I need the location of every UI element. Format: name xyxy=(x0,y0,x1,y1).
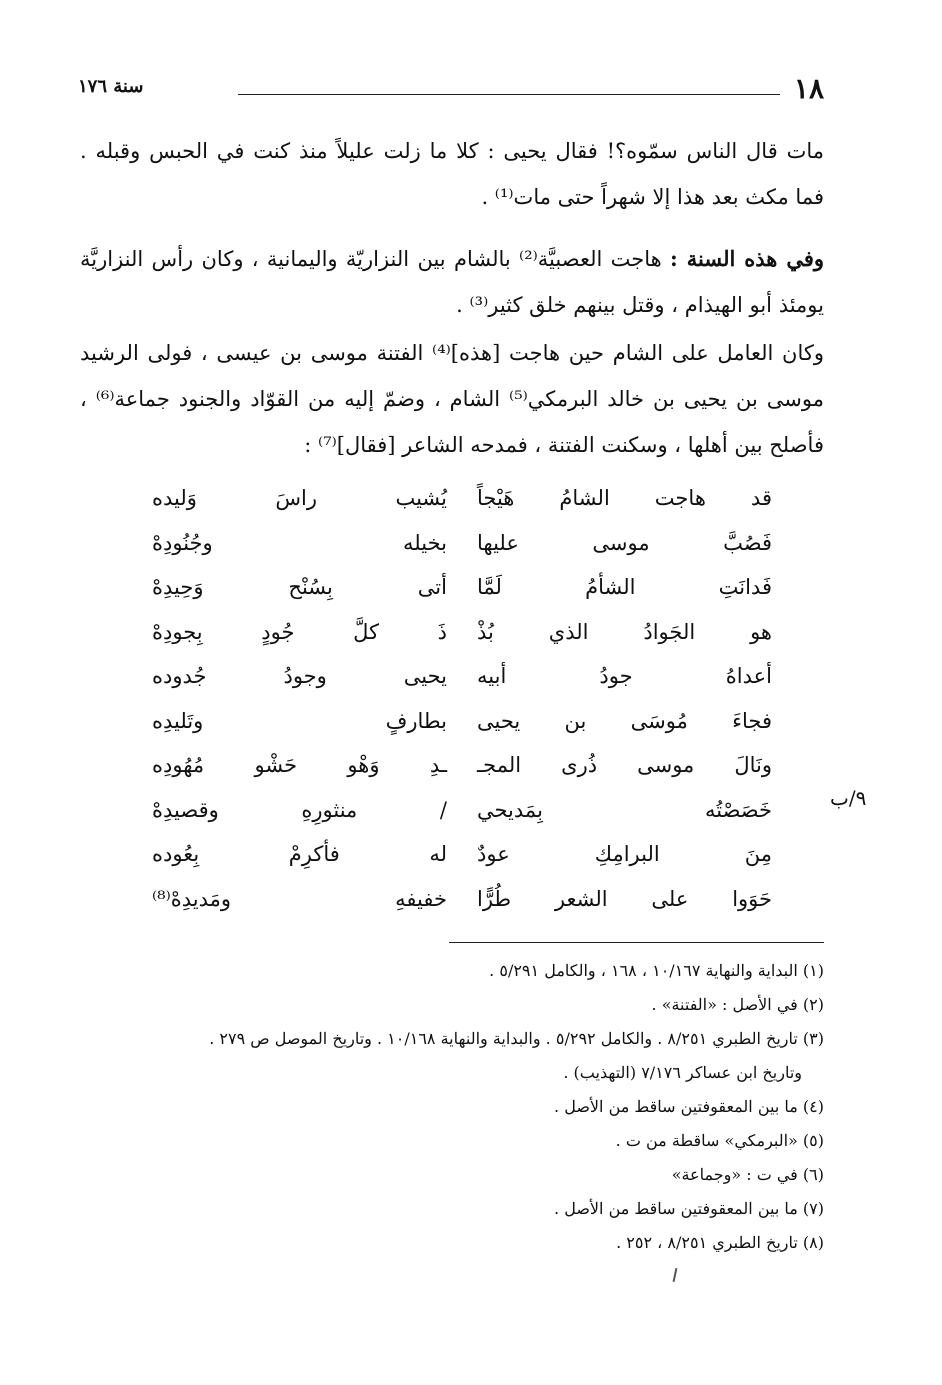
paragraph-2-lead: وفي هذه السنة : xyxy=(670,246,825,271)
verse-first-hemistich: فَدانَتِ الشأمُ لَمَّا xyxy=(477,575,772,600)
verse xyxy=(152,521,772,566)
verse-first-hemistich: قد هاجت الشامُ هَيْجاً xyxy=(477,486,772,511)
footnote: (٥) «البرمكي» ساقطة من ت . xyxy=(615,1131,824,1150)
verse-second-hemistich: ذَ كلَّ جُودٍ بِجودِهْ xyxy=(152,619,447,644)
footnote: (٨) تاريخ الطبري ٨/٢٥١ ، ٢٥٢ . xyxy=(616,1233,824,1252)
verse xyxy=(152,832,772,877)
verse xyxy=(152,565,772,610)
paragraph-3-text: وكان العامل على الشام حين هاجت [هذه]⁽⁴⁾ الفتنة موسى بن عيسى ، فولى الرشيد موسى بن يحيى بن خالد البرمكي⁽⁵⁾ الشام ، وضمّ إليه من القوّاد والجنود جماعة⁽⁶⁾ ، فأصلح بين أهلها ، وسكنت الفتنة ، فمدحه الشاعر [فقال]⁽⁷⁾ : xyxy=(80,341,824,457)
verse-first-hemistich: أعداهُ جودُ أبيه xyxy=(477,664,772,689)
verse-second-hemistich: يحيى وجودُ جُدوده xyxy=(152,664,447,689)
paragraph-2-text: هاجت العصبيَّة⁽²⁾ بالشام بين النزاريّة واليمانية ، وكان رأس النزاريَّة يومئذ أبو الهيذام ، وقتل بينهم خلق كثير⁽³⁾ . xyxy=(80,247,824,317)
footnote: (٧) ما بين المعقوفتين ساقط من الأصل . xyxy=(554,1199,824,1218)
year-label: سنة ١٧٦ xyxy=(78,76,144,97)
verse-first-hemistich: هو الجَوادُ الذي بُذْ xyxy=(477,619,772,644)
footnote-continuation: وتاريخ ابن عساكر ٧/١٧٦ (التهذيب) . xyxy=(563,1063,802,1082)
running-header xyxy=(78,72,824,104)
verse-first-hemistich: فَصُبَّ موسى عليها xyxy=(477,530,772,555)
verse-first-hemistich: حَوَوا على الشعر طُرًّا xyxy=(477,886,772,911)
verse xyxy=(152,743,772,788)
footnote: (٦) في ت : «وجماعة» xyxy=(671,1165,824,1184)
paragraph-2 xyxy=(80,236,824,328)
paragraph-1-text: مات قال الناس سمّوه؟! فقال يحيى : كلا ما زلت عليلاً منذ كنت في الحبس وقبله . فما مكث بعد هذا إلا شهراً حتى مات⁽¹⁾ . xyxy=(80,139,824,209)
footnote: (١) البداية والنهاية ١٠/١٦٧ ، ١٦٨ ، والكامل ٥/٢٩١ . xyxy=(489,961,824,980)
verse xyxy=(152,654,772,699)
paragraph-3 xyxy=(80,330,824,468)
header-rule xyxy=(238,94,780,95)
verse xyxy=(152,788,772,833)
verse-second-hemistich: له فأكرِمْ بِعُوده xyxy=(152,842,447,867)
paragraph-1 xyxy=(80,128,824,220)
manuscript-folio-reference: ٩/ب xyxy=(830,786,867,810)
footnote: (٢) في الأصل : «الفتنة» . xyxy=(651,995,824,1014)
verse-second-hemistich: ـدِ وَهْو حَشْو مُهُودِه xyxy=(152,753,447,778)
verse-second-hemistich: بطارفٍ وتَليدِه xyxy=(152,708,447,733)
stray-pen-mark xyxy=(673,1268,678,1282)
verse-second-hemistich: بخيله وجُنُودِهْ xyxy=(152,530,447,555)
verse-second-hemistich: / منثورِهِ وقصيدِهْ xyxy=(152,797,447,822)
verse-second-hemistich: خفيفهِ ومَديدِهْ⁽⁸⁾ xyxy=(152,886,447,911)
verse xyxy=(152,610,772,655)
verse xyxy=(152,476,772,521)
footnote: (٤) ما بين المعقوفتين ساقط من الأصل . xyxy=(554,1097,824,1116)
verse xyxy=(152,877,772,922)
verse-first-hemistich: مِنَ البرامِكِ عودٌ xyxy=(477,842,772,867)
footnote-separator xyxy=(449,942,824,943)
verse-second-hemistich: يُشيب راسَ وَليده xyxy=(152,486,447,511)
poem xyxy=(152,476,772,921)
verse-first-hemistich: فجاءَ مُوسَى بن يحيى xyxy=(477,708,772,733)
verse-second-hemistich: أتى بِسُنْح وَحِيدِهْ xyxy=(152,575,447,600)
footnotes xyxy=(78,954,824,1260)
verse-first-hemistich: ونَالَ موسى ذُرى المجـ xyxy=(477,753,772,778)
verse xyxy=(152,699,772,744)
verse-first-hemistich: خَصَصْتُه بِمَديحي xyxy=(477,797,772,822)
footnote: (٣) تاريخ الطبري ٨/٢٥١ . والكامل ٥/٢٩٢ . والبداية والنهاية ١٠/١٦٨ . وتاريخ الموصل ص ٢٧٩ . xyxy=(209,1029,824,1048)
page-number: ١٨ xyxy=(793,72,824,105)
